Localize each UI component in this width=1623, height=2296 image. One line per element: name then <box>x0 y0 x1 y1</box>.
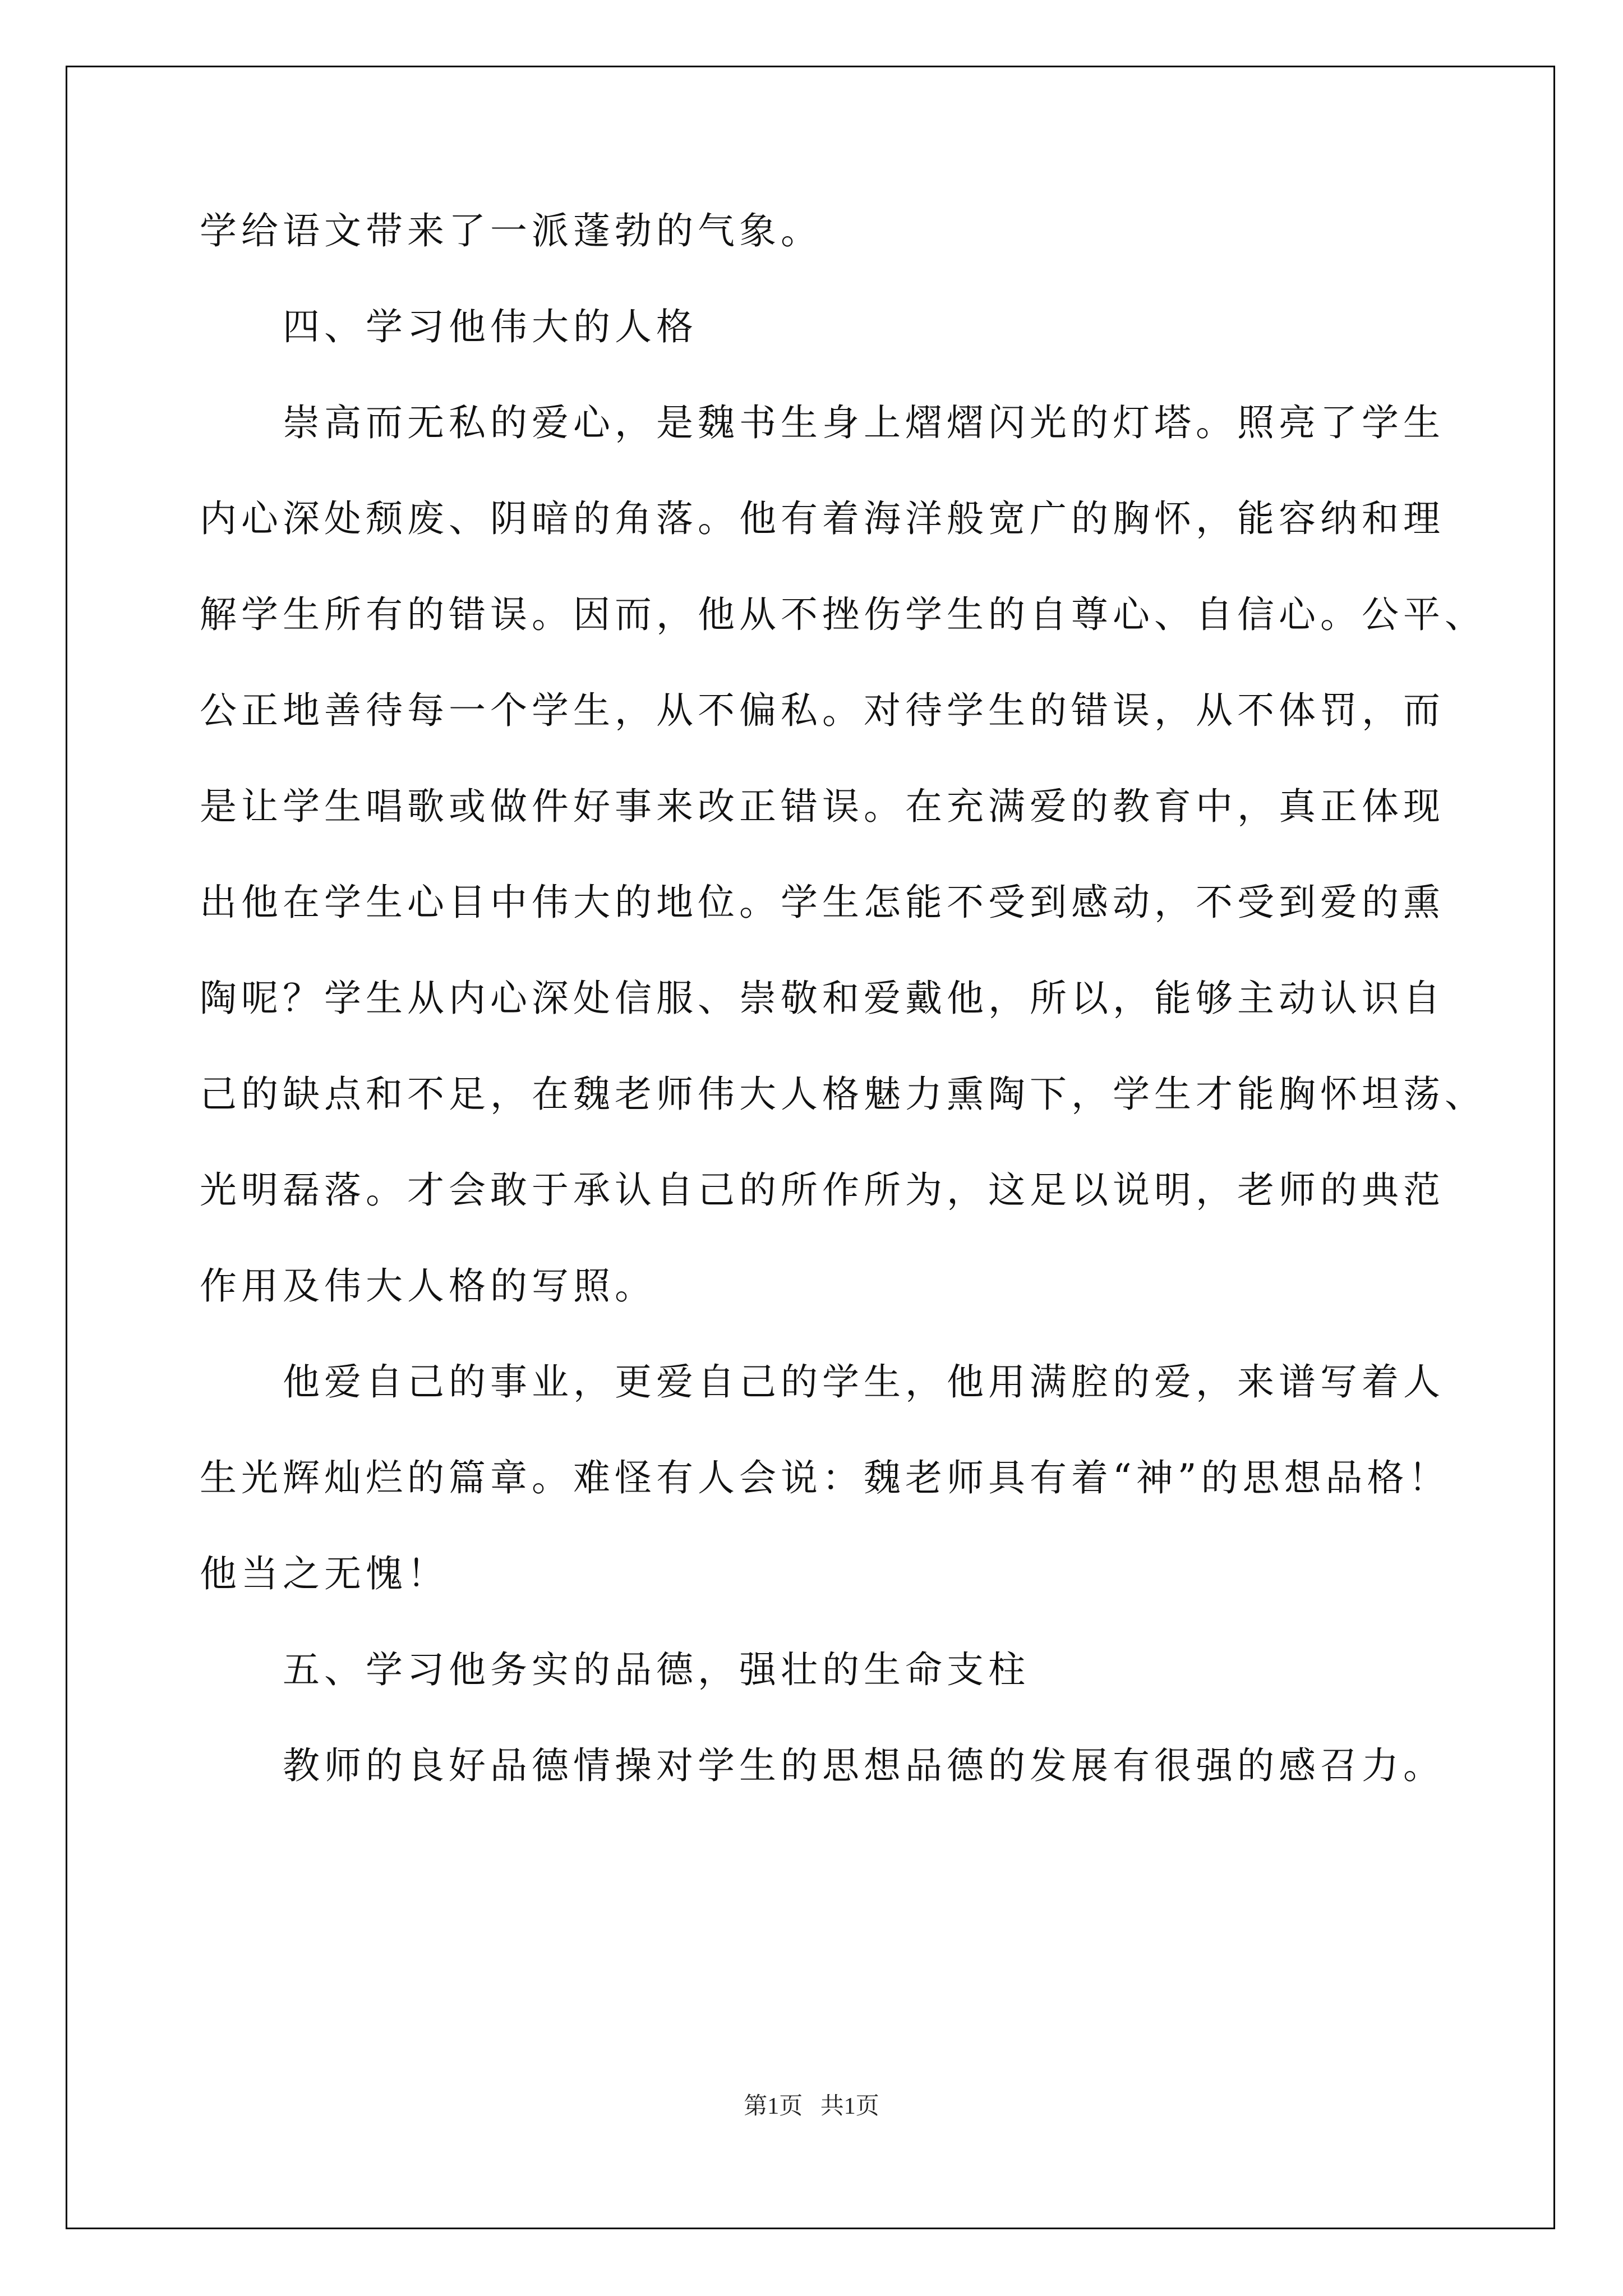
section-heading: 四、学习他伟大的人格 <box>283 305 698 348</box>
paragraph-line: 生光辉灿烂的篇章。难怪有人会说：魏老师具有着“神”的思想品格！ <box>200 1456 1450 1499</box>
paragraph-line: 公正地善待每一个学生，从不偏私。对待学生的错误，从不体罚，而 <box>200 689 1445 732</box>
paragraph-line: 出他在学生心目中伟大的地位。学生怎能不受到感动，不受到爱的熏 <box>200 881 1445 924</box>
paragraph-line: 内心深处颓废、阴暗的角落。他有着海洋般宽广的胸怀，能容纳和理 <box>200 497 1445 540</box>
paragraph-line: 陶呢？学生从内心深处信服、崇敬和爱戴他，所以，能够主动认识自 <box>200 977 1445 1020</box>
paragraph-line: 他爱自己的事业，更爱自己的学生，他用满腔的爱，来谱写着人 <box>283 1360 1445 1404</box>
paragraph-line: 崇高而无私的爱心，是魏书生身上熠熠闪光的灯塔。照亮了学生 <box>283 401 1445 444</box>
paragraph-line: 他当之无愧！ <box>200 1552 449 1595</box>
page-border <box>66 66 1555 2229</box>
text-line: 学给语文带来了一派蓬勃的气象。 <box>200 209 822 252</box>
paragraph-line: 光明磊落。才会敢于承认自己的所作所为，这足以说明，老师的典范 <box>200 1168 1445 1212</box>
paragraph-line: 解学生所有的错误。因而，他从不挫伤学生的自尊心、自信心。公平、 <box>200 593 1486 636</box>
paragraph-line: 是让学生唱歌或做件好事来改正错误。在充满爱的教育中，真正体现 <box>200 785 1445 828</box>
paragraph-line: 教师的良好品德情操对学生的思想品德的发展有很强的感召力。 <box>283 1744 1445 1787</box>
page-number: 第1页 共1页 <box>744 2093 879 2119</box>
paragraph-line: 作用及伟大人格的写照。 <box>200 1264 656 1308</box>
paragraph-line: 己的缺点和不足，在魏老师伟大人格魅力熏陶下，学生才能胸怀坦荡、 <box>200 1073 1486 1116</box>
section-heading: 五、学习他务实的品德，强壮的生命支柱 <box>283 1648 1030 1691</box>
